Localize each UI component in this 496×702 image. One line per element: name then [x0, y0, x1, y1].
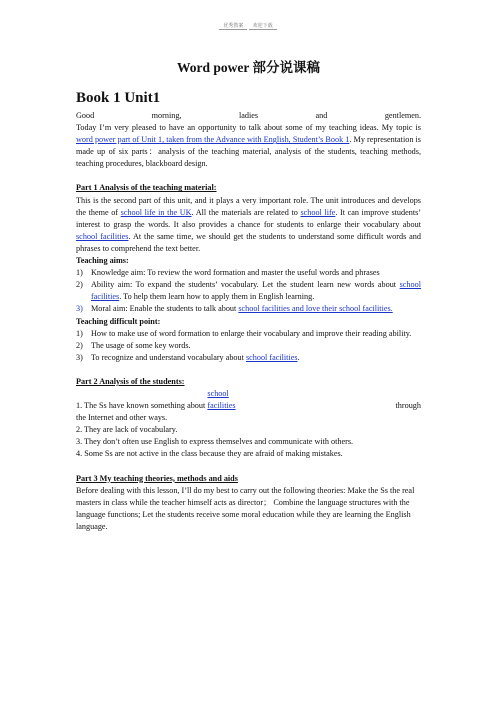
part2-item-4: 4. Some Ss are not active in the class because they are afraid of making mistakes.: [76, 449, 343, 459]
list-item: 2) The usage of some key words.: [76, 340, 191, 350]
list-item: 2) Ability aim: To expand the students’ vocabulary. Let the student learn new words about school facilities. To help them learn how to apply them in English learning.: [76, 280, 421, 302]
part1-paragraph: This is the second part of this unit, and it plays a very important role. The unit introduces and develops the theme of school life in the UK. All the materials are related to school life. It can improve students’ interest to grasp the words. It also provides a chance for students to enlarge their vocabulary about school facilities. At the same time, we should get the students to understand some difficult words and phrases to comprehend the text better.: [76, 195, 422, 253]
list-item: 3) Moral aim: Enable the students to talk about school facilities and love their school facilities.: [76, 304, 393, 314]
page-header: [0, 22, 496, 29]
header-right: 欢迎下载: [249, 24, 277, 30]
list-item: 3) To recognize and understand vocabulary about school facilities.: [76, 352, 300, 362]
link-school-facilities-love[interactable]: school facilities and love their school facilities.: [238, 304, 393, 314]
part2-item-2: 2. They are lack of vocabulary.: [76, 425, 178, 435]
document-body: [76, 60, 421, 533]
part3-heading: Part 3 My teaching theories, methods and aids: [76, 473, 238, 483]
part3-paragraph: Before dealing with this lesson, I’ll do my best to carry out the following theories: Make the Ss the real masters in class while the teacher himself acts as director； Combine the language structures with the language functions; Let the students receive some moral education while they are learning the English language.: [76, 485, 415, 531]
link-school-life[interactable]: school life: [300, 207, 336, 217]
topic-link[interactable]: word power part of Unit 1, taken from the Advance with English, Student’s Book 1: [76, 135, 350, 145]
list-item: 1) How to make use of word formation to enlarge their vocabulary and improve their reading ability.: [76, 328, 412, 338]
link-school-facilities[interactable]: school facilities: [245, 352, 298, 362]
part2-item-3: 3. They don’t often use English to express themselves and communicate with others.: [76, 437, 354, 447]
link-school-facilities[interactable]: school facilities: [91, 280, 421, 302]
difficult-point-list: [76, 328, 421, 364]
link-school-life-uk[interactable]: school life in the UK: [120, 207, 192, 217]
teaching-aims-list: [76, 267, 421, 315]
link-school-facilities[interactable]: school facilities: [76, 231, 129, 241]
book-heading: Book 1 Unit1: [76, 90, 161, 106]
list-item: 1) Knowledge aim: To review the word formation and master the useful words and phrases: [76, 268, 380, 278]
intro-paragraph: Today I’m very pleased to have an opportunity to talk about some of my teaching ideas. My topic is word power part of Unit 1, taken from the Advance with English, Student’s Book 1. My representation is made up of six parts：analysis of the teaching material, analysis of the students, teaching methods, teaching procedures, blackboard design.: [76, 123, 421, 169]
document-title: Word power 部分说课稿: [176, 60, 320, 75]
difficult-point-heading: Teaching difficult point:: [76, 316, 161, 326]
part1-heading: Part 1 Analysis of the teaching material:: [76, 183, 217, 193]
link-school-facilities[interactable]: school facilities: [207, 388, 236, 411]
part2-item-1: 1. The Ss have known something about school facilities through the Internet and other ways.: [76, 388, 421, 423]
header-left: 优秀教案: [219, 24, 247, 30]
part2-heading: Part 2 Analysis of the students:: [76, 376, 185, 386]
intro-greeting: Good morning, ladies and gentlemen.: [76, 111, 421, 120]
teaching-aims-heading: Teaching aims:: [76, 256, 129, 266]
